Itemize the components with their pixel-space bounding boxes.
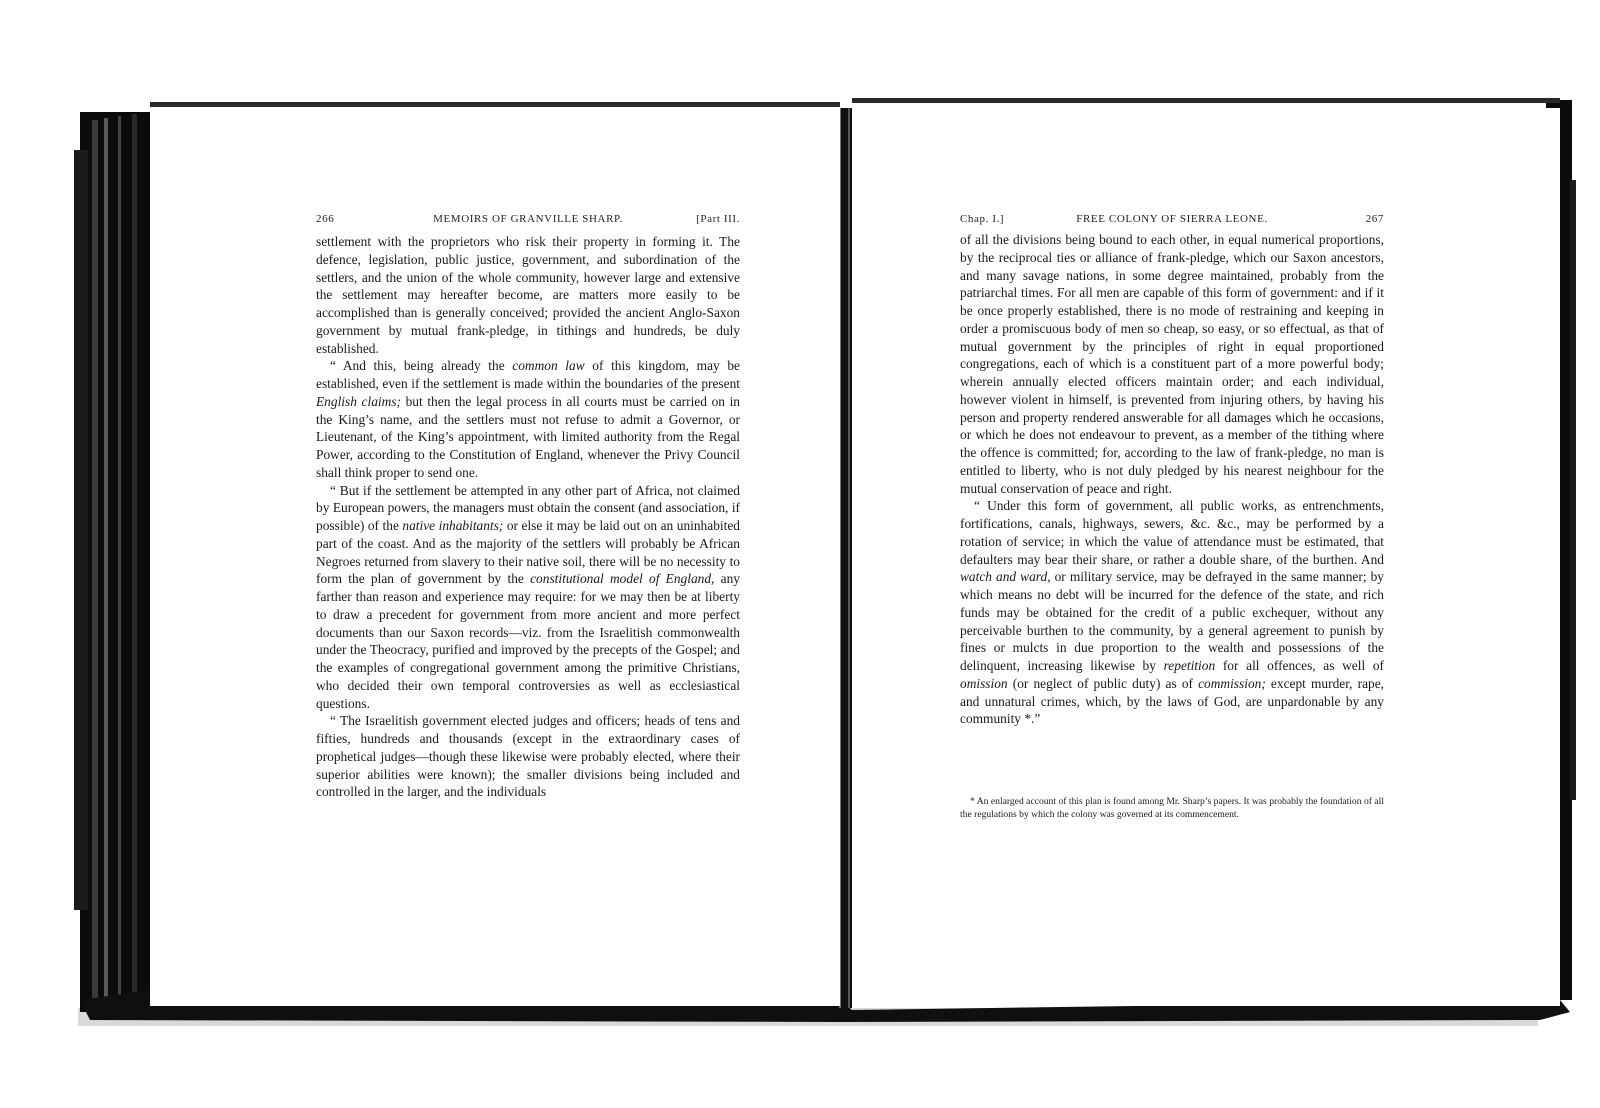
left-page-text — [316, 233, 740, 801]
paragraph-left-1: settlement with the proprietors who risk their property in forming it. The defence, legislation, public justice, government, and subordination of the settlers, and the union of the whole community, however large and extensive the settlement may hereafter become, are matters more easily to be accomplished than is generally conceived; provided the ancient Anglo-Saxon government by mutual frank-pledge, in tithings and hundreds, be duly established. — [316, 234, 740, 356]
paragraph-left-4: “ The Israelitish government elected judges and officers; heads of tens and fifties, hundreds and thousands (except in the extraordinary cases of prophetical judges—though these likewise were probably elected, where their superior abilities were known); the smaller divisions being included and controlled in the larger, and the individuals — [316, 713, 740, 800]
page-number-left: 266 — [316, 213, 335, 225]
right-page-header — [960, 213, 1384, 229]
running-title-left: MEMOIRS OF GRANVILLE SHARP. — [433, 213, 623, 225]
paragraph-left-3: “ But if the settlement be attempted in any other part of Africa, not claimed by European powers, the managers must obtain the consent (and association, if possible) of the native inhabitants; or else it may be laid out on an uninhabited part of the coast. And as the majority of the settlers will probably be African Negroes returned from slavery to their native soil, there will be no necessity to form the plan of government by the constitutional model of England, any farther than reason and experience may require: for we may then be at liberty to draw a precedent for government from more ancient and more perfect documents than our Saxon records—viz. from the Israelitish commonwealth under the Theocracy, purified and improved by the precepts of the Gospel; and the examples of congregational government among the primitive Christians, who decided their own temporal controversies as well as ecclesiastical questions. — [316, 482, 740, 711]
footnote: * An enlarged account of this plan is found among Mr. Sharp’s papers. It was probably the foundation of all the regulations by which the colony was governed at its commencement. — [960, 796, 1384, 820]
part-label: [Part III. — [696, 213, 740, 225]
paragraph-left-2: “ And this, being already the common law of this kingdom, may be established, even if the settlement is made within the boundaries of the present English claims; but then the legal process in all courts must be carried on in the King’s name, and the settlers must not refuse to admit a Governor, or Lieutenant, of the King’s appointment, with limited authority from the Regal Power, according to the Constitution of England, whenever the Privy Council shall think proper to send one. — [316, 358, 740, 480]
page-number-right: 267 — [1365, 213, 1384, 225]
left-page-header — [316, 213, 740, 229]
paragraph-right-2: “ Under this form of government, all public works, as entrenchments, fortifications, canals, highways, sewers, &c. &c., may be performed by a rotation of service; in which the value of attendance must be estimated, that defaulters may bear their share, or rather a double share, of the burthen. And watch and ward, or military service, may be defrayed in the same manner; by which means no debt will be incurred for the defence of the state, and rich funds may be obtained for the credit of a public exchequer, without any perceivable burthen to the community, by a general agreement to punish by fines or mulcts in due proportion to the wealth and possessions of the delinquent, increasing likewise by repetition for all offences, as well of omission (or neglect of public duty) as of commission; except murder, rape, and unnatural crimes, which, by the laws of God, are unpardonable by any community *.” — [960, 498, 1385, 727]
right-page-text — [960, 231, 1384, 728]
chapter-label: Chap. I.] — [960, 213, 1005, 225]
running-title-right: FREE COLONY OF SIERRA LEONE. — [1076, 213, 1268, 225]
paragraph-right-1: of all the divisions being bound to each other, in equal numerical proportions, by the reciprocal ties or alliance of frank-pledge, which our Saxon ancestors, and many savage nations, in some degree maintained, probably from the patriarchal times. For all men are capable of this form of government: and if it be once properly established, there is no mode of restraining and keeping in order a promiscuous body of men so cheap, so easy, or so effectual, as that of mutual government by the principles of right in equal proportioned congregations, each of which is a constituent part of a more powerful body; wherein annually elected officers maintain order; and each individual, however violent in himself, is prevented from injuring others, by having his person and property rendered answerable for all damages which he occasions, or which he does not endeavour to prevent, as a member of the tithing where the offence is committed; for, according to the law of frank-pledge, no man is entitled to liberty, who is not duly pledged by his nearest neighbour for the mutual conservation of peace and right. — [960, 232, 1384, 496]
